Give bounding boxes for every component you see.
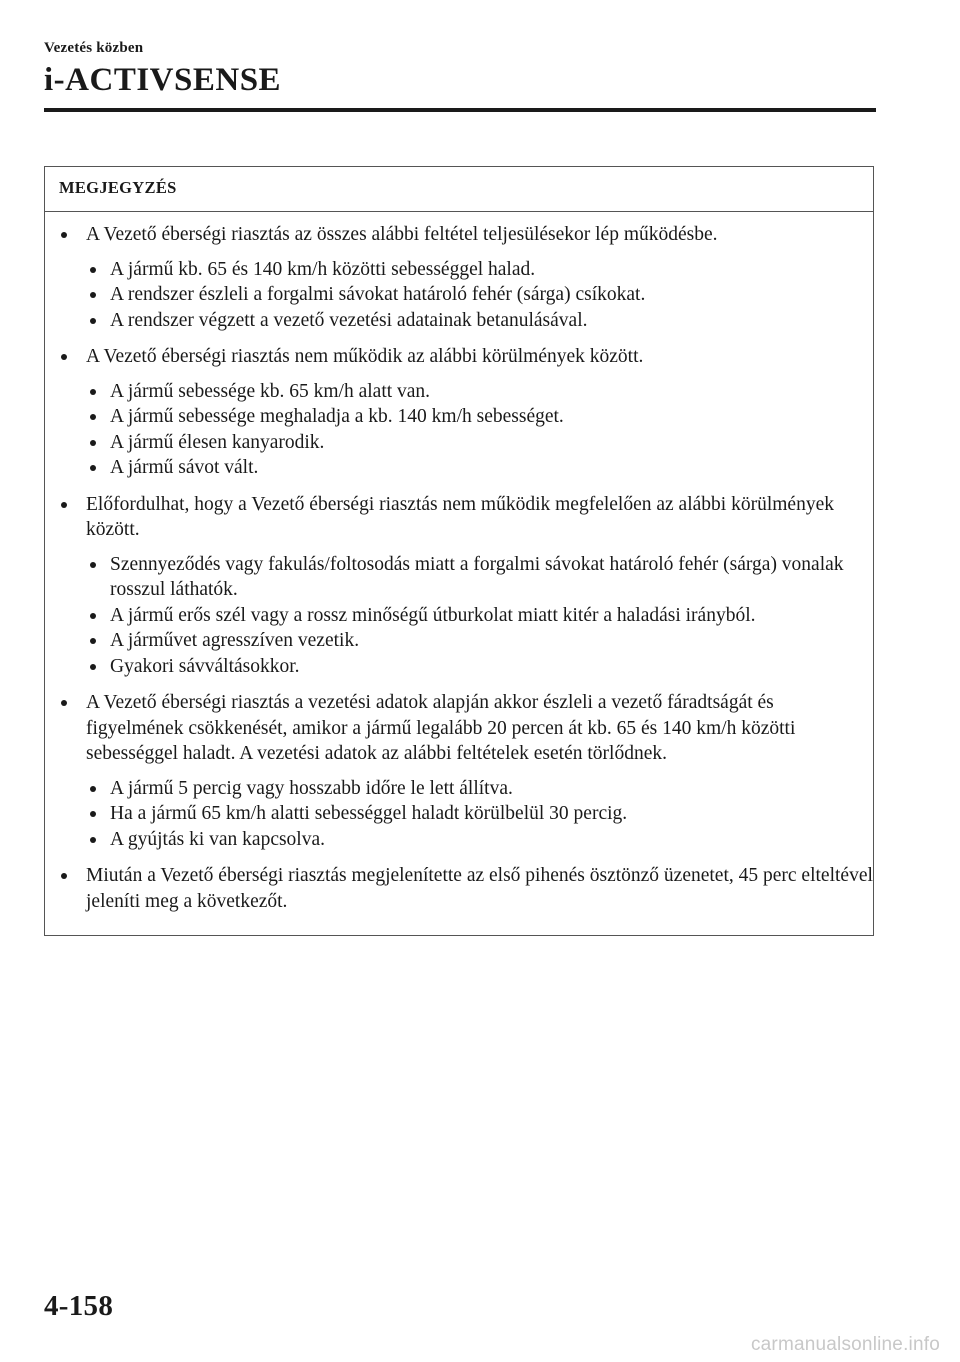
page-number: 4-158 [44,1290,114,1322]
title-rule [44,108,876,112]
sub-list-item: A jármű sebessége meghaladja a kb. 140 km/h sebességet. [84,404,873,430]
sub-list [59,552,873,680]
sub-list-item: A jármű sávot vált. [84,455,873,481]
section-label: Vezetés közben [44,40,144,56]
sub-list-item: A jármű erős szél vagy a rossz minőségű útburkolat miatt kitér a haladási irányból. [84,603,873,629]
sub-list-item: A rendszer végzett a vezető vezetési adatainak betanulásával. [84,308,873,334]
sub-list-item: A rendszer észleli a forgalmi sávokat határoló fehér (sárga) csíkokat. [84,282,873,308]
sub-list-item: A gyújtás ki van kapcsolva. [84,827,873,853]
note-item: A Vezető éberségi riasztás az összes alábbi feltétel teljesülésekor lép működésbe. [59,222,873,248]
sub-list-item: Gyakori sávváltásokkor. [84,654,873,680]
sub-list-item: A járművet agresszíven vezetik. [84,628,873,654]
sub-list-item: A jármű sebessége kb. 65 km/h alatt van. [84,379,873,405]
sub-list [59,776,873,853]
watermark: carmanualsonline.info [750,1334,940,1355]
sub-list [59,379,873,481]
sub-list-item: A jármű élesen kanyarodik. [84,430,873,456]
sub-list-item: Szennyeződés vagy fakulás/foltosodás miatt a forgalmi sávokat határoló fehér (sárga) vonalak rosszul láthatók. [84,552,873,603]
page-title: i-ACTIVSENSE [44,62,282,98]
note-item: A Vezető éberségi riasztás a vezetési adatok alapján akkor észleli a vezető fáradtságát és figyelmének csökkenését, amikor a jármű legalább 20 percen át kb. 65 és 140 km/h közötti sebességgel haladt. A vezetési adatok az alábbi feltételek esetén törlődnek. [59,690,873,767]
note-item: Miután a Vezető éberségi riasztás megjelenítette az első pihenés ösztönző üzenetet, 45 perc elteltével jeleníti meg a következőt. [59,863,873,914]
note-item: A Vezető éberségi riasztás nem működik az alábbi körülmények között. [59,344,873,370]
note-item: Előfordulhat, hogy a Vezető éberségi riasztás nem működik megfelelően az alábbi körülmények között. [59,492,873,543]
sub-list-item: A jármű 5 percig vagy hosszabb időre le lett állítva. [84,776,873,802]
note-heading: MEGJEGYZÉS [45,167,873,212]
note-body [45,212,873,914]
sub-list-item: Ha a jármű 65 km/h alatti sebességgel haladt körülbelül 30 percig. [84,801,873,827]
note-box [44,166,874,936]
sub-list-item: A jármű kb. 65 és 140 km/h közötti sebességgel halad. [84,257,873,283]
sub-list [59,257,873,334]
